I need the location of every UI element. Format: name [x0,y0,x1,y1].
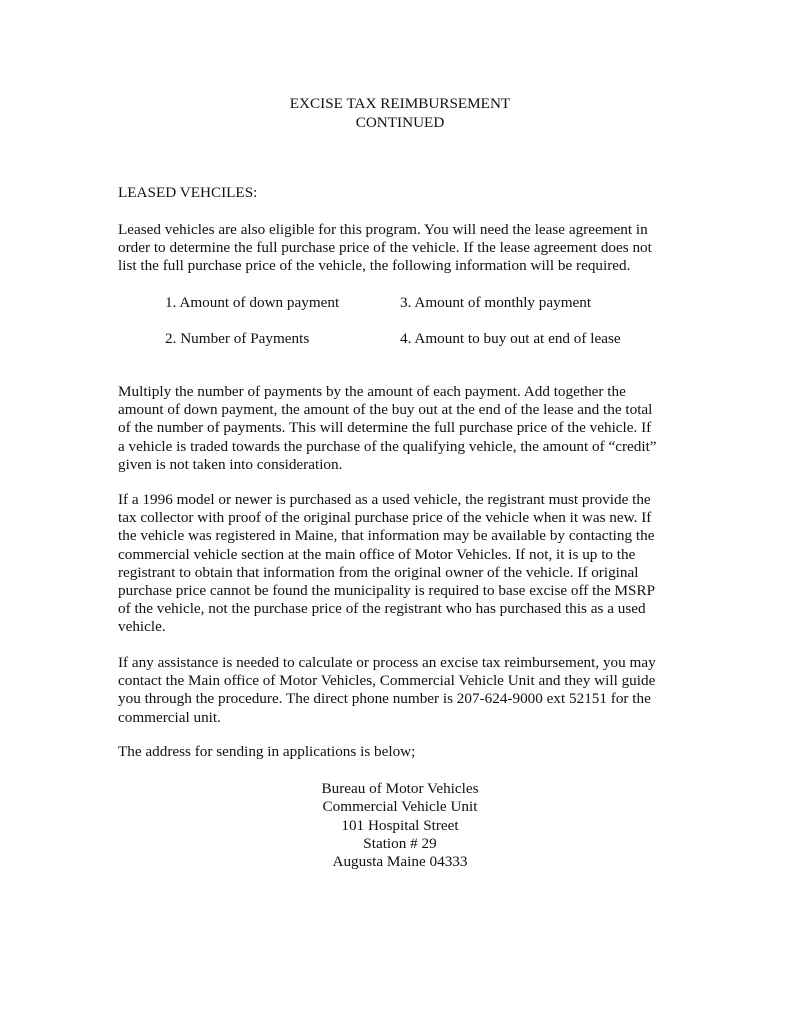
paragraph-line: tax collector with proof of the original purchase price of the vehicle when it was new. If [118,509,652,527]
paragraph-line: The address for sending in applications is below; [118,743,416,760]
paragraph-line: the vehicle was registered in Maine, that information may be available by contacting the [118,527,655,545]
paragraph-line: If a 1996 model or newer is purchased as a used vehicle, the registrant must provide the [118,491,651,508]
paragraph-line: contact the Main office of Motor Vehicles, Commercial Vehicle Unit and they will guide [118,672,656,690]
list-item-monthly-payment: 3. Amount of monthly payment [400,294,592,311]
paragraph-line: vehicle. [118,618,166,636]
paragraph-line: a vehicle is traded towards the purchase of the qualifying vehicle, the amount of “credit” [118,437,657,455]
list-item-number-of-payments: 2. Number of Payments [165,330,310,347]
paragraph-line: If any assistance is needed to calculate or process an excise tax reimbursement, you may [118,654,656,671]
paragraph-line: commercial unit. [118,708,221,726]
paragraph-line: you through the procedure. The direct phone number is 207-624-9000 ext 52151 for the [118,690,651,708]
mailing-address [0,780,800,871]
title-line-2: CONTINUED [355,114,445,131]
document-title [0,94,800,132]
address-line-3: 101 Hospital Street [341,816,459,834]
address-line-4: Station # 29 [363,834,437,852]
paragraph-address-intro [118,743,688,761]
paragraph-line: registrant to obtain that information from the original owner of the vehicle. If original [118,563,639,581]
paragraph-line: Leased vehicles are also eligible for this program. You will need the lease agreement in [118,221,648,238]
address-line-1: Bureau of Motor Vehicles [321,780,479,797]
paragraph-line: of the number of payments. This will determine the full purchase price of the vehicle. If [118,419,652,437]
address-line-5: Augusta Maine 04333 [332,853,468,871]
paragraph-lease-intro [118,221,688,276]
paragraph-used-vehicle [118,491,688,637]
paragraph-line: of the vehicle, not the purchase price of the registrant who has purchased this as a used [118,600,646,618]
address-line-2: Commercial Vehicle Unit [322,798,478,816]
paragraph-calculation [118,383,688,474]
paragraph-line: given is not taken into consideration. [118,455,343,473]
list-item-down-payment: 1. Amount of down payment [165,294,340,311]
list-item-buy-out: 4. Amount to buy out at end of lease [400,330,621,347]
paragraph-line: list the full purchase price of the vehicle, the following information will be required. [118,257,631,275]
paragraph-line: amount of down payment, the amount of the buy out at the end of the lease and the total [118,401,653,419]
paragraph-line: order to determine the full purchase price of the vehicle. If the lease agreement does not [118,239,652,257]
paragraph-line: commercial vehicle section at the main office of Motor Vehicles. If not, it is up to the [118,545,636,563]
paragraph-line: Multiply the number of payments by the amount of each payment. Add together the [118,383,626,400]
section-heading: LEASED VEHCILES: [118,184,258,201]
paragraph-line: purchase price cannot be found the municipality is required to base excise off the MSRP [118,582,656,600]
title-line-1: EXCISE TAX REIMBURSEMENT [289,95,511,112]
paragraph-assistance [118,654,688,727]
